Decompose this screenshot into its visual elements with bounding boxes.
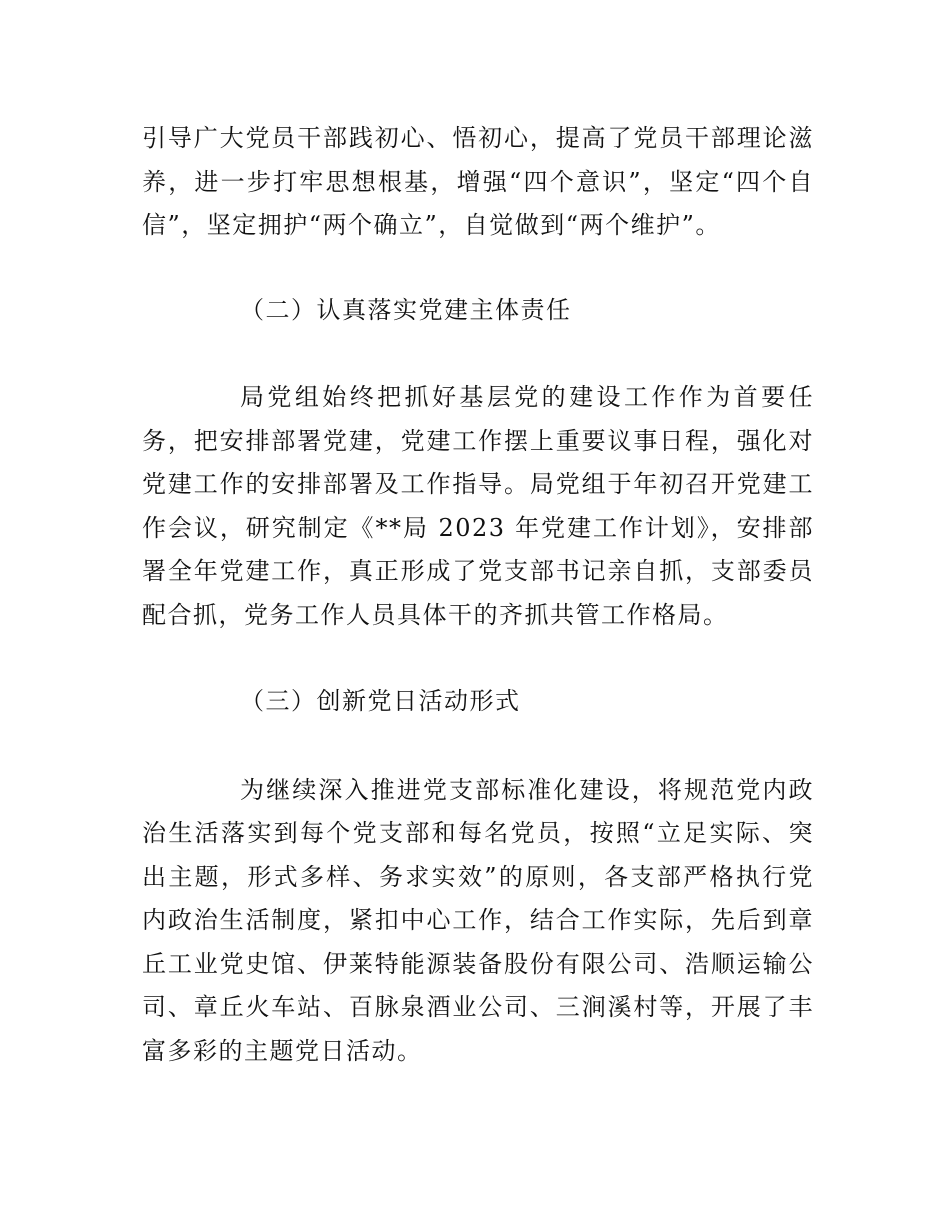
section-heading-2: （二）认真落实党建主体责任 xyxy=(240,295,572,324)
document-page xyxy=(142,117,814,1073)
paragraph-3: 为继续深入推进党支部标准化建设，将规范党内政治生活落实到每个党支部和每名党员，按照“立足实际、突出主题，形式多样、务求实效”的原则，各支部严格执行党内政治生活制度，紧扣中心工作，结合工作实际，先后到章丘工业党史馆、伊莱特能源装备股份有限公司、浩顺运输公司、章丘火车站、百脉泉酒业公司、三涧溪村等，开展了丰富多彩的主题党日活动。 xyxy=(142,775,814,1065)
paragraph-2: 局党组始终把抓好基层党的建设工作作为首要任务，把安排部署党建，党建工作摆上重要议事日程，强化对党建工作的安排部署及工作指导。局党组于年初召开党建工作会议，研究制定《**局 2023 年党建工作计划》，安排部署全年党建工作，真正形成了党支部书记亲自抓，支部委员配合抓，党务工作人员具体干的齐抓共管工作格局。 xyxy=(142,383,814,629)
paragraph-continued: 引导广大党员干部践初心、悟初心，提高了党员干部理论滋养，进一步打牢思想根基，增强“四个意识”，坚定“四个自信”，坚定拥护“两个确立”，自觉做到“两个维护”。 xyxy=(142,124,814,239)
section-heading-3: （三）创新党日活动形式 xyxy=(240,687,521,715)
